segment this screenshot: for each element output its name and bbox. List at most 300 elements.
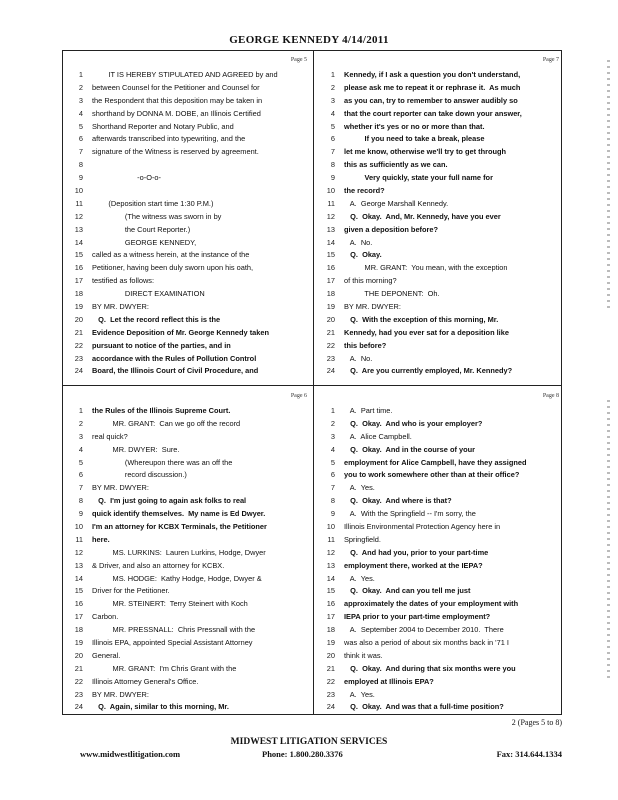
- transcript-line: [63, 185, 311, 198]
- line-number: 17: [326, 612, 335, 622]
- line-text: testified as follows:: [92, 276, 155, 286]
- line-number: 2: [330, 418, 335, 428]
- transcript-line: [315, 431, 563, 444]
- transcript-line: [315, 133, 563, 146]
- transcript-line: [63, 457, 311, 470]
- line-number: 2: [330, 82, 335, 92]
- line-text: this before?: [344, 340, 387, 350]
- transcript-line: [315, 249, 563, 262]
- scan-edge-artifact: [607, 400, 610, 680]
- transcript-page-8: [315, 387, 563, 717]
- transcript-line: [315, 521, 563, 534]
- line-text: Q. Okay. And in the course of your: [344, 444, 475, 454]
- transcript-lines: [315, 69, 563, 378]
- line-number: 18: [326, 289, 335, 299]
- line-text: whether it's yes or no or more than that.: [344, 121, 485, 131]
- line-number: 16: [74, 599, 83, 609]
- firm-name: MIDWEST LITIGATION SERVICES: [230, 737, 388, 747]
- line-text: [92, 159, 311, 172]
- line-number: 4: [330, 444, 335, 454]
- transcript-lines: [315, 405, 563, 714]
- transcript-line: [63, 198, 311, 211]
- line-text: Q. With the exception of this morning, Mr.: [344, 314, 499, 324]
- line-number: 8: [78, 160, 83, 170]
- firm-phone: Phone: 1.800.280.3376: [262, 749, 343, 759]
- transcript-line: [63, 224, 311, 237]
- transcript-line: [315, 405, 563, 418]
- line-text: given a deposition before?: [344, 224, 439, 234]
- line-number: 21: [74, 327, 83, 337]
- page-label: Page 5: [290, 57, 307, 63]
- line-text: A. September 2004 to December 2010. There: [344, 625, 504, 635]
- transcript-line: [63, 650, 311, 663]
- row-divider: [63, 385, 561, 386]
- line-text: Kennedy, if I ask a question you don't understand,: [344, 70, 521, 79]
- line-number: 11: [75, 198, 83, 208]
- line-number: 8: [78, 496, 83, 506]
- line-number: 23: [74, 689, 83, 699]
- line-text: Q. Okay.: [344, 250, 382, 260]
- firm-website: www.midwestlitigation.com: [80, 749, 181, 759]
- line-number: 22: [326, 676, 335, 686]
- line-number: 12: [326, 547, 335, 557]
- line-text: A. Yes.: [344, 689, 375, 699]
- line-text: approximately the dates of your employment with: [344, 599, 519, 609]
- transcript-line: [315, 340, 563, 353]
- line-text: A. Alice Campbell.: [344, 431, 412, 441]
- line-number: 18: [74, 289, 83, 299]
- line-text: Q. Okay. And was that a full-time position?: [344, 702, 504, 712]
- transcript-line: [63, 560, 311, 573]
- line-number: 20: [326, 314, 335, 324]
- line-text: the Rules of the Illinois Supreme Court.: [92, 406, 231, 415]
- line-text: MR. GRANT: You mean, with the exception: [344, 263, 508, 273]
- line-text: (The witness was sworn in by: [92, 211, 222, 221]
- line-number: 21: [326, 663, 335, 673]
- line-number: 13: [74, 224, 83, 234]
- transcript-line: [315, 288, 563, 301]
- line-text: as you can, try to remember to answer audibly so: [344, 95, 518, 105]
- line-text: Q. Okay. And can you tell me just: [344, 586, 471, 596]
- transcript-line: [315, 444, 563, 457]
- line-number: 15: [74, 250, 83, 260]
- transcript-line: [63, 624, 311, 637]
- line-number: 5: [78, 457, 83, 467]
- line-text: of this morning?: [344, 276, 397, 286]
- line-text: BY MR. DWYER:: [344, 302, 401, 312]
- transcript-line: [63, 146, 311, 159]
- line-text: employment there, worked at the IEPA?: [344, 560, 483, 570]
- line-number: 2: [78, 418, 83, 428]
- transcript-line: [315, 585, 563, 598]
- line-text: called as a witness herein, at the instance of the: [92, 250, 250, 260]
- line-number: 11: [327, 534, 335, 544]
- line-text: the Court Reporter.): [92, 224, 191, 234]
- line-number: 21: [74, 663, 83, 673]
- line-number: 3: [78, 95, 83, 105]
- line-number: 11: [327, 198, 335, 208]
- transcript-line: [315, 211, 563, 224]
- page-label: Page 7: [542, 57, 559, 63]
- line-text: BY MR. DWYER:: [92, 483, 149, 493]
- transcript-line: [63, 327, 311, 340]
- transcript-line: [315, 418, 563, 431]
- line-number: 23: [74, 353, 83, 363]
- line-number: 18: [326, 625, 335, 635]
- line-text: Illinois EPA, appointed Special Assistant Attorney: [92, 638, 253, 648]
- line-number: 22: [326, 340, 335, 350]
- transcript-line: [63, 444, 311, 457]
- line-text: employment for Alice Campbell, have they assigned: [344, 457, 527, 467]
- transcript-line: [63, 405, 311, 418]
- line-text: MR. GRANT: I'm Chris Grant with the: [92, 663, 237, 673]
- line-text: MR. GRANT: Can we go off the record: [92, 418, 241, 428]
- line-number: 16: [326, 599, 335, 609]
- line-number: 9: [78, 173, 83, 183]
- line-number: 15: [74, 586, 83, 596]
- page-label: Page 8: [542, 393, 559, 399]
- line-number: 5: [330, 457, 335, 467]
- line-number: 3: [330, 95, 335, 105]
- line-number: 24: [74, 702, 83, 712]
- line-text: Q. Let the record reflect this is the: [92, 314, 221, 324]
- line-number: 5: [330, 121, 335, 131]
- line-text: Illinois Environmental Protection Agency here in: [344, 522, 501, 532]
- line-number: 24: [326, 702, 335, 712]
- line-text: quick identify themselves. My name is Ed Dwyer.: [92, 509, 266, 519]
- transcript-line: [315, 69, 563, 82]
- line-text: A. With the Springfield -- I'm sorry, the: [344, 509, 476, 519]
- transcript-line: [315, 663, 563, 676]
- transcript-line: [63, 95, 311, 108]
- page-label: Page 6: [290, 393, 307, 399]
- transcript-line: [315, 469, 563, 482]
- line-number: 6: [330, 134, 335, 144]
- transcript-line: [315, 598, 563, 611]
- line-number: 23: [326, 689, 335, 699]
- line-number: 8: [330, 160, 335, 170]
- line-number: 5: [78, 121, 83, 131]
- line-text: you to work somewhere other than at their office?: [344, 470, 520, 480]
- line-number: 9: [330, 509, 335, 519]
- line-text: Very quickly, state your full name for: [344, 173, 493, 183]
- line-number: 14: [326, 237, 335, 247]
- transcript-page-7: [315, 51, 563, 381]
- line-text: General.: [92, 650, 121, 660]
- transcript-line: [63, 508, 311, 521]
- line-text: Kennedy, had you ever sat for a deposition like: [344, 327, 509, 337]
- firm-fax: Fax: 314.644.1334: [496, 749, 562, 759]
- line-text: Driver for the Petitioner.: [92, 586, 170, 596]
- line-text: BY MR. DWYER:: [92, 302, 149, 312]
- transcript-line: [315, 172, 563, 185]
- line-text: Springfield.: [344, 534, 381, 544]
- line-text: MR. PRESSNALL: Chris Pressnall with the: [92, 625, 256, 635]
- line-text: MS. LURKINS: Lauren Lurkins, Hodge, Dwyer: [92, 547, 266, 557]
- transcript-lines: [63, 69, 311, 378]
- line-text: Q. Again, similar to this morning, Mr.: [92, 702, 229, 712]
- transcript-line: [315, 275, 563, 288]
- line-text: here.: [92, 534, 110, 544]
- transcript-line: [315, 353, 563, 366]
- transcript-line: [63, 172, 311, 185]
- line-text: Q. Okay. And where is that?: [344, 496, 452, 506]
- line-number: 14: [74, 573, 83, 583]
- line-number: 15: [326, 586, 335, 596]
- line-number: 1: [330, 406, 335, 415]
- line-number: 16: [74, 263, 83, 273]
- column-divider: [313, 51, 314, 714]
- line-number: 6: [330, 470, 335, 480]
- line-text: accordance with the Rules of Pollution Control: [92, 353, 257, 363]
- line-number: 15: [326, 250, 335, 260]
- line-number: 1: [330, 70, 335, 79]
- line-number: 2: [78, 82, 83, 92]
- line-number: 12: [74, 547, 83, 557]
- line-text: A. Yes.: [344, 483, 375, 493]
- line-number: 9: [78, 509, 83, 519]
- transcript-line: [315, 701, 563, 714]
- line-number: 23: [326, 353, 335, 363]
- line-text: GEORGE KENNEDY,: [92, 237, 197, 247]
- line-number: 6: [78, 470, 83, 480]
- line-number: 10: [74, 522, 83, 532]
- transcript-line: [63, 262, 311, 275]
- transcript-line: [63, 663, 311, 676]
- line-text: A. Yes.: [344, 573, 375, 583]
- transcript-line: [63, 314, 311, 327]
- transcript-line: [63, 689, 311, 702]
- transcript-line: [63, 495, 311, 508]
- line-number: 7: [330, 483, 335, 493]
- line-number: 22: [74, 676, 83, 686]
- line-text: Q. Okay. And during that six months were you: [344, 663, 516, 673]
- transcript-line: [315, 121, 563, 134]
- transcript-line: [315, 146, 563, 159]
- line-text: Board, the Illinois Court of Civil Procedure, and: [92, 366, 259, 376]
- transcript-line: [315, 314, 563, 327]
- line-text: A. George Marshall Kennedy.: [344, 198, 449, 208]
- line-number: 9: [330, 173, 335, 183]
- line-number: 24: [74, 366, 83, 376]
- line-text: [92, 185, 311, 198]
- line-number: 17: [74, 612, 83, 622]
- transcript-line: [63, 237, 311, 250]
- document-header: GEORGE KENNEDY 4/14/2011: [229, 34, 389, 46]
- line-text: please ask me to repeat it or rephrase it. As much: [344, 82, 521, 92]
- transcript-line: [63, 701, 311, 714]
- line-number: 18: [74, 625, 83, 635]
- line-number: 4: [78, 108, 83, 118]
- line-text: MR. DWYER: Sure.: [92, 444, 180, 454]
- line-text: let me know, otherwise we'll try to get through: [344, 147, 507, 157]
- line-text: signature of the Witness is reserved by agreement.: [92, 147, 259, 157]
- transcript-line: [63, 521, 311, 534]
- line-number: 14: [74, 237, 83, 247]
- line-text: shorthand by DONNA M. DOBE, an Illinois Certified: [92, 108, 261, 118]
- transcript-line: [315, 82, 563, 95]
- line-text: pursuant to notice of the parties, and in: [92, 340, 231, 350]
- line-text: this as sufficiently as we can.: [344, 160, 448, 170]
- transcript-line: [63, 301, 311, 314]
- transcript-line: [63, 585, 311, 598]
- transcript-line: [315, 237, 563, 250]
- line-text: IEPA prior to your part-time employment?: [344, 612, 491, 622]
- transcript-line: [315, 159, 563, 172]
- line-number: 16: [326, 263, 335, 273]
- transcript-line: [63, 469, 311, 482]
- transcript-line: [315, 689, 563, 702]
- line-text: real quick?: [92, 431, 128, 441]
- line-text: MR. STEINERT: Terry Steinert with Koch: [92, 599, 248, 609]
- line-number: 14: [326, 573, 335, 583]
- transcript-line: [63, 288, 311, 301]
- transcript-line: [63, 275, 311, 288]
- line-number: 20: [74, 314, 83, 324]
- line-number: 19: [326, 638, 335, 648]
- transcript-line: [63, 108, 311, 121]
- transcript-line: [63, 598, 311, 611]
- transcript-lines: [63, 405, 311, 714]
- line-text: the record?: [344, 186, 385, 196]
- transcript-line: [63, 121, 311, 134]
- transcript-line: [315, 573, 563, 586]
- transcript-frame: [62, 50, 562, 715]
- line-number: 17: [326, 276, 335, 286]
- transcript-line: [315, 637, 563, 650]
- line-number: 7: [78, 483, 83, 493]
- line-text: Q. Okay. And who is your employer?: [344, 418, 483, 428]
- transcript-line: [63, 211, 311, 224]
- transcript-line: [63, 159, 311, 172]
- line-number: 17: [74, 276, 83, 286]
- line-number: 12: [326, 211, 335, 221]
- line-text: DIRECT EXAMINATION: [92, 289, 205, 299]
- line-text: A. Part time.: [344, 406, 393, 415]
- transcript-line: [63, 534, 311, 547]
- line-number: 4: [330, 108, 335, 118]
- line-number: 3: [330, 431, 335, 441]
- transcript-line: [315, 534, 563, 547]
- line-number: 10: [74, 186, 83, 196]
- scan-edge-artifact: [607, 60, 610, 310]
- line-text: think it was.: [344, 650, 383, 660]
- line-text: -o-O-o-: [92, 173, 161, 183]
- line-number: 13: [326, 224, 335, 234]
- line-text: MS. HODGE: Kathy Hodge, Hodge, Dwyer &: [92, 573, 262, 583]
- line-text: afterwards transcribed into typewriting, and the: [92, 134, 246, 144]
- transcript-line: [315, 262, 563, 275]
- transcript-line: [63, 573, 311, 586]
- line-number: 7: [330, 147, 335, 157]
- line-number: 19: [74, 302, 83, 312]
- line-text: Illinois Attorney General's Office.: [92, 676, 199, 686]
- transcript-page-5: [63, 51, 311, 381]
- transcript-line: [63, 547, 311, 560]
- line-number: 10: [326, 186, 335, 196]
- transcript-line: [315, 624, 563, 637]
- line-text: Carbon.: [92, 612, 119, 622]
- line-text: & Driver, and also an attorney for KCBX.: [92, 560, 225, 570]
- line-text: record discussion.): [92, 470, 187, 480]
- transcript-line: [315, 676, 563, 689]
- line-number: 13: [74, 560, 83, 570]
- transcript-line: [63, 340, 311, 353]
- line-number: 8: [330, 496, 335, 506]
- line-number: 10: [326, 522, 335, 532]
- line-text: A. No.: [344, 237, 373, 247]
- transcript-line: [63, 482, 311, 495]
- transcript-line: [315, 650, 563, 663]
- line-number: 1: [78, 70, 83, 79]
- transcript-line: [315, 108, 563, 121]
- line-number: 3: [78, 431, 83, 441]
- line-text: THE DEPONENT: Oh.: [344, 289, 440, 299]
- line-number: 22: [74, 340, 83, 350]
- line-number: 12: [74, 211, 83, 221]
- line-text: Q. Okay. And, Mr. Kennedy, have you ever: [344, 211, 501, 221]
- line-number: 13: [326, 560, 335, 570]
- line-text: Evidence Deposition of Mr. George Kennedy taken: [92, 327, 270, 337]
- transcript-line: [63, 69, 311, 82]
- transcript-line: [315, 301, 563, 314]
- line-text: If you need to take a break, please: [344, 134, 485, 144]
- transcript-line: [63, 353, 311, 366]
- line-number: 19: [326, 302, 335, 312]
- line-number: 20: [326, 650, 335, 660]
- transcript-line: [315, 547, 563, 560]
- transcript-line: [63, 133, 311, 146]
- line-text: Shorthand Reporter and Notary Public, and: [92, 121, 234, 131]
- transcript-line: [315, 95, 563, 108]
- transcript-line: [63, 637, 311, 650]
- line-number: 4: [78, 444, 83, 454]
- line-text: employed at Illinois EPA?: [344, 676, 434, 686]
- line-number: 20: [74, 650, 83, 660]
- line-text: between Counsel for the Petitioner and Counsel for: [92, 82, 260, 92]
- line-text: Q. Are you currently employed, Mr. Kennedy?: [344, 366, 513, 376]
- transcript-line: [315, 508, 563, 521]
- line-number: 7: [78, 147, 83, 157]
- line-text: Q. I'm just going to again ask folks to real: [92, 496, 247, 506]
- line-text: (Deposition start time 1:30 P.M.): [92, 198, 214, 208]
- line-text: Petitioner, having been duly sworn upon his oath,: [92, 263, 254, 273]
- transcript-line: [63, 365, 311, 378]
- transcript-line: [315, 560, 563, 573]
- transcript-line: [63, 249, 311, 262]
- transcript-line: [315, 327, 563, 340]
- line-number: 19: [74, 638, 83, 648]
- line-number: 21: [326, 327, 335, 337]
- transcript-line: [315, 198, 563, 211]
- line-number: 6: [78, 134, 83, 144]
- line-text: IT IS HEREBY STIPULATED AND AGREED by and: [92, 70, 278, 79]
- transcript-line: [315, 611, 563, 624]
- line-number: 11: [75, 534, 83, 544]
- transcript-line: [315, 495, 563, 508]
- line-text: Q. And had you, prior to your part-time: [344, 547, 489, 557]
- transcript-line: [315, 457, 563, 470]
- line-text: (Whereupon there was an off the: [92, 457, 233, 467]
- transcript-line: [315, 185, 563, 198]
- transcript-line: [63, 418, 311, 431]
- transcript-line: [63, 676, 311, 689]
- transcript-line: [63, 431, 311, 444]
- line-number: 1: [78, 406, 83, 415]
- line-text: I'm an attorney for KCBX Terminals, the Petitioner: [92, 522, 267, 532]
- pages-range: 2 (Pages 5 to 8): [511, 718, 562, 727]
- transcript-line: [63, 82, 311, 95]
